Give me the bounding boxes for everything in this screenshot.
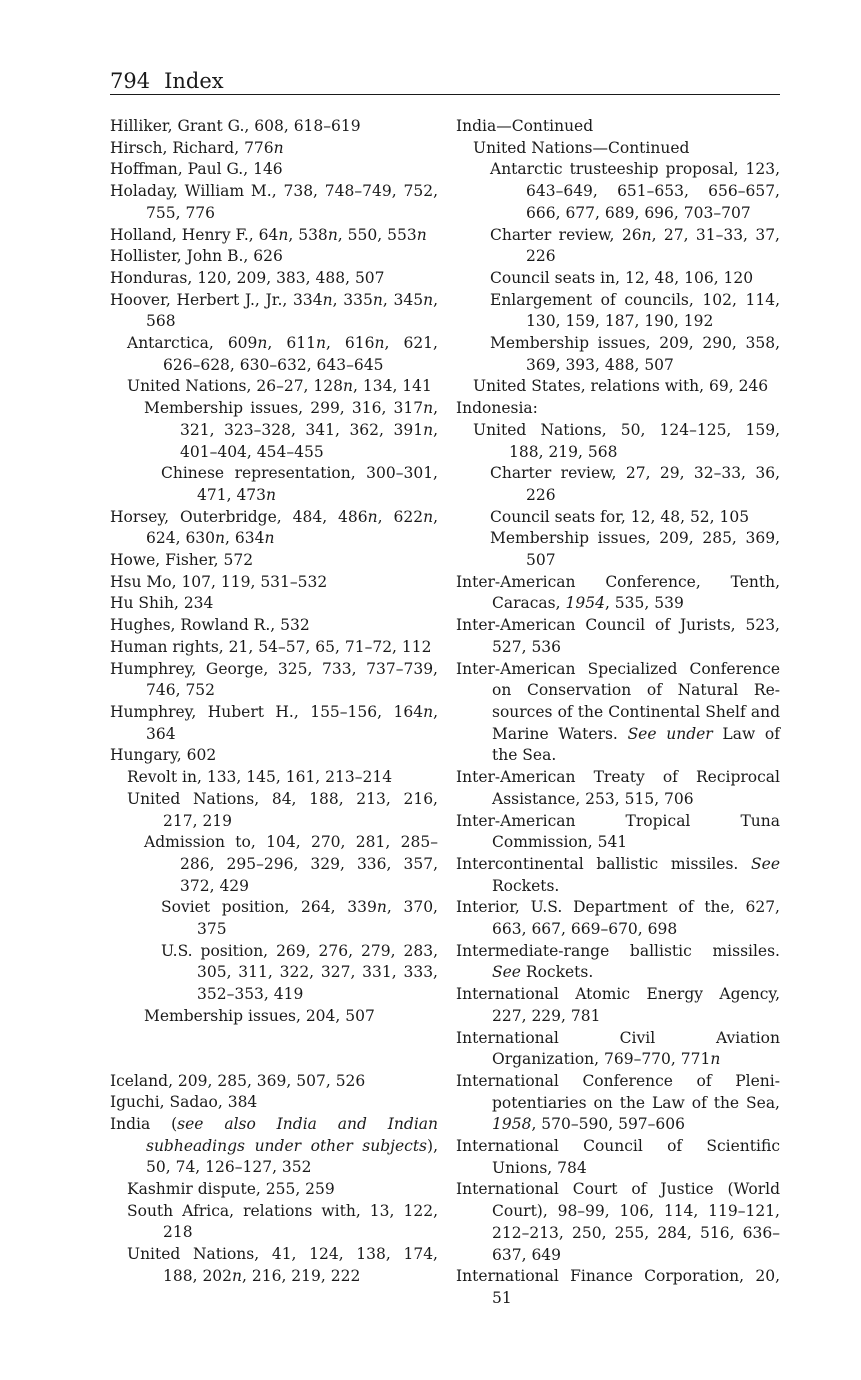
index-subentry: [110, 1244, 438, 1287]
index-entry: [110, 507, 438, 550]
index-entry: [110, 1114, 438, 1179]
index-subentry: [110, 1179, 438, 1201]
entry-text: , 535, 539: [604, 594, 684, 613]
entry-text: Honduras, 120, 209, 383, 488, 507: [110, 268, 385, 287]
entry-text: U.S. position, 269, 276, 279, 283, 305, 311, 322, 327, 331, 333, 352–353, 419: [161, 941, 438, 1004]
entry-text: , 621, 626–628, 630–632, 643–645: [163, 334, 438, 374]
index-entry: [110, 659, 438, 702]
entry-text: United Nations—Continued: [473, 138, 690, 157]
index-entry: [456, 897, 780, 940]
entry-text: Human rights, 21, 54–57, 65, 71–72, 112: [110, 637, 432, 656]
entry-text: Admission to, 104, 270, 281, 285–286, 295–296, 329, 336, 357, 372, 429: [144, 833, 438, 895]
entry-text: Holaday, William M., 738, 748–749, 752, 755, 776: [110, 182, 438, 222]
index-subentry: [110, 376, 438, 398]
index-entry: [456, 1266, 780, 1309]
entry-text: , 570–590, 597–606: [531, 1115, 685, 1134]
entry-text: International Court of Justice (World Court), 98–99, 106, 114, 119–121, 212–213, 250, 255, 284, 516, 636–637, 649: [456, 1180, 780, 1264]
index-subentry: [456, 138, 780, 160]
entry-text: Council seats in, 12, 48, 106, 120: [490, 268, 754, 287]
entry-text: , 27, 31–33, 37, 226: [526, 225, 780, 266]
italic-text: See under: [627, 724, 713, 743]
entry-text: Hsu Mo, 107, 119, 531–532: [110, 572, 328, 591]
entry-text: Inter-American Tropical Tuna Commission, 541: [456, 811, 780, 852]
entry-text: , 345: [382, 290, 424, 309]
entry-text: , 616: [325, 334, 375, 353]
index-entry: [456, 854, 780, 897]
index-entry: [110, 1071, 438, 1093]
entry-text: International Civil Aviation Organization, 769–770, 771: [456, 1028, 780, 1069]
entry-text: Hu Shih, 234: [110, 594, 214, 613]
entry-text: , 568: [146, 290, 438, 331]
index-entry: [456, 941, 780, 984]
entry-text: India (: [110, 1114, 178, 1133]
entry-text: Hoffman, Paul G., 146: [110, 160, 283, 179]
entry-text: , 550, 553: [337, 225, 417, 244]
index-subentry: [110, 767, 438, 789]
entry-text: Chinese representation, 300–301, 471, 473: [161, 464, 438, 504]
italic-text: n: [264, 529, 275, 548]
index-subentry: [456, 376, 780, 398]
index-entry: [456, 116, 780, 138]
entry-text: Membership issues, 209, 290, 358, 369, 393, 488, 507: [490, 334, 780, 374]
entry-text: Kashmir dispute, 255, 259: [127, 1180, 335, 1199]
index-subentry: [456, 290, 780, 333]
index-subentry: [110, 832, 438, 897]
index-subentry: [456, 528, 780, 571]
index-entry: [110, 268, 438, 290]
entry-text: Membership issues, 204, 507: [144, 1006, 375, 1025]
index-entry: [110, 745, 438, 767]
italic-text: n: [423, 507, 434, 526]
index-entry: [110, 116, 438, 138]
entry-text: United Nations, 50, 124–125, 159, 188, 219, 568: [473, 420, 780, 461]
entry-text: International Finance Corporation, 20, 51: [456, 1267, 780, 1307]
index-entry: [456, 1071, 780, 1136]
entry-text: , 611: [267, 334, 316, 353]
italic-text: n: [367, 507, 378, 526]
entry-text: India—Continued: [456, 117, 594, 135]
entry-text: Council seats for, 12, 48, 52, 105: [490, 507, 750, 526]
entry-text: Holland, Henry F., 64: [110, 225, 279, 244]
entry-text: Hoover, Herbert J., Jr., 334: [110, 290, 323, 309]
italic-text: n: [641, 225, 652, 244]
index-subentry: [110, 463, 438, 506]
index-subentry: [110, 398, 438, 463]
page-number: 794: [110, 69, 151, 93]
entry-text: Rockets.: [492, 876, 560, 895]
index-subentry: [456, 463, 780, 506]
italic-text: n: [423, 702, 434, 721]
index-entry: [456, 659, 780, 768]
italic-text: See: [492, 963, 521, 982]
entry-text: Intercontinental ballistic missiles.: [456, 854, 752, 873]
italic-text: n: [372, 290, 383, 309]
entry-text: Inter-American Council of Jurists, 523, 527, 536: [456, 616, 780, 656]
entry-text: International Council of Scientific Unions, 784: [456, 1137, 780, 1177]
index-entry: [456, 615, 780, 658]
italic-text: n: [315, 334, 326, 353]
entry-text: Membership issues, 209, 285, 369, 507: [490, 529, 780, 570]
entry-text: , 370, 375: [197, 898, 438, 939]
entry-text: Charter review, 26: [490, 225, 642, 244]
index-subentry: [110, 941, 438, 1006]
entry-text: Indonesia:: [456, 399, 538, 418]
entry-text: Hungary, 602: [110, 746, 217, 765]
entry-text: South Africa, relations with, 13, 122, 218: [127, 1201, 438, 1242]
index-entry: [110, 593, 438, 615]
entry-text: United Nations, 41, 124, 138, 174, 188, 202: [127, 1245, 438, 1285]
entry-text: ), 50, 74, 126–127, 352: [146, 1136, 438, 1177]
italic-text: n: [266, 485, 277, 504]
entry-text: , 335: [332, 290, 373, 309]
index-entry: [456, 811, 780, 854]
index-entry: [456, 767, 780, 810]
index-subentry: [110, 1006, 438, 1028]
entry-text: Law of the Sea.: [492, 724, 780, 765]
index-entry: [456, 1136, 780, 1179]
entry-text: Membership issues, 299, 316, 317: [144, 399, 424, 418]
italic-text: n: [423, 420, 434, 439]
index-subentry: [456, 420, 780, 463]
entry-text: United Nations, 26–27, 128: [127, 377, 344, 396]
index-column-right: [456, 116, 780, 1310]
italic-text: n: [423, 290, 434, 309]
entry-text: , 634: [225, 529, 265, 548]
entry-text: , 134, 141: [353, 377, 432, 396]
index-entry: [456, 572, 780, 615]
running-title: Index: [164, 69, 224, 93]
entry-text: , 401–404, 454–455: [180, 420, 438, 461]
index-subentry: [110, 897, 438, 940]
entry-text: Antarctica, 609: [127, 334, 258, 353]
index-entry: [110, 550, 438, 572]
italic-text: See: [751, 854, 780, 873]
index-subentry: [456, 507, 780, 529]
italic-text: n: [423, 399, 434, 418]
entry-text: , 622: [377, 507, 424, 526]
entry-text: Hilliker, Grant G., 608, 618–619: [110, 117, 361, 135]
entry-text: United States, relations with, 69, 246: [473, 377, 769, 396]
index-entry: [110, 181, 438, 224]
index-subentry: [456, 268, 780, 290]
entry-text: Hollister, John B., 626: [110, 247, 283, 266]
entry-text: , 216, 219, 222: [242, 1266, 361, 1285]
entry-text: Revolt in, 133, 145, 161, 213–214: [127, 768, 393, 787]
entry-text: Humphrey, Hubert H., 155–156, 164: [110, 702, 424, 721]
index-entry: [110, 572, 438, 594]
italic-text: 1954: [565, 594, 605, 613]
index-subentry: [456, 225, 780, 268]
italic-text: n: [376, 898, 387, 917]
entry-text: Hughes, Rowland R., 532: [110, 616, 310, 635]
entry-text: International Conference of Plenipotentiaries on the Law of the Sea,: [456, 1071, 780, 1112]
italic-text: n: [215, 529, 226, 548]
index-entry: [456, 1179, 780, 1266]
entry-text: Inter-American Treaty of Reciprocal Assistance, 253, 515, 706: [456, 768, 780, 808]
italic-text: n: [710, 1050, 721, 1069]
entry-text: International Atomic Energy Agency, 227, 229, 781: [456, 985, 780, 1025]
index-subentry: [110, 333, 438, 376]
italic-text: n: [322, 290, 333, 309]
entry-text: , 624, 630: [146, 507, 438, 548]
italic-text: n: [278, 225, 289, 244]
italic-text: n: [273, 138, 284, 157]
entry-text: Iceland, 209, 285, 369, 507, 526: [110, 1071, 366, 1090]
entry-text: United Nations, 84, 188, 213, 216, 217, 219: [127, 789, 438, 830]
index-entry: [110, 1092, 438, 1114]
entry-text: Inter-American Conference, Tenth, Caracas,: [456, 572, 780, 613]
entry-text: Hirsch, Richard, 776: [110, 138, 274, 157]
index-subentry: [456, 159, 780, 224]
index-entry: [110, 637, 438, 659]
index-entry: [456, 1028, 780, 1071]
italic-text: n: [343, 377, 353, 396]
index-entry: [110, 615, 438, 637]
index-column-left: [110, 116, 438, 1288]
italic-text: n: [232, 1266, 243, 1285]
entry-text: , 538: [288, 225, 328, 244]
index-entry: [456, 984, 780, 1027]
entry-text: Interior, U.S. Department of the, 627, 663, 667, 669–670, 698: [456, 898, 780, 939]
entry-text: , 321, 323–328, 341, 362, 391: [180, 399, 438, 439]
entry-text: Soviet position, 264, 339: [161, 898, 377, 917]
entry-text: Intermediate-range ballistic missiles.: [456, 941, 780, 960]
index-entry: [456, 398, 780, 420]
entry-text: Rockets.: [520, 963, 594, 982]
index-entry: [110, 702, 438, 745]
italic-text: n: [327, 225, 338, 244]
entry-text: Howe, Fisher, 572: [110, 551, 254, 570]
entry-text: Horsey, Outerbridge, 484, 486: [110, 507, 368, 526]
entry-text: Antarctic trusteeship proposal, 123, 643–649, 651–653, 656–657, 666, 677, 689, 696, 703–707: [490, 160, 780, 222]
italic-text: n: [374, 334, 385, 353]
index-entry: [110, 159, 438, 181]
entry-text: Inter-American Specialized Conference on Conservation of Natural Resources of the Continental Shelf and Marine Waters.: [456, 659, 780, 743]
index-entry: [110, 138, 438, 160]
italic-text: n: [416, 225, 427, 244]
running-header: [110, 68, 780, 95]
italic-text: n: [257, 334, 268, 353]
index-subentry: [110, 789, 438, 832]
entry-text: Iguchi, Sadao, 384: [110, 1093, 258, 1112]
letter-section-break: [110, 1028, 438, 1071]
index-entry: [110, 225, 438, 247]
index-subentry: [110, 1201, 438, 1244]
index-entry: [110, 246, 438, 268]
entry-text: Humphrey, George, 325, 733, 737–739, 746, 752: [110, 659, 438, 700]
entry-text: , 364: [146, 702, 438, 743]
index-entry: [110, 290, 438, 333]
entry-text: Enlargement of councils, 102, 114, 130, 159, 187, 190, 192: [490, 290, 780, 331]
italic-text: see also India and Indian subheadings under other subjects: [146, 1114, 439, 1155]
entry-text: Charter review, 27, 29, 32–33, 36, 226: [490, 464, 780, 504]
index-subentry: [456, 333, 780, 376]
italic-text: 1958: [492, 1115, 532, 1134]
